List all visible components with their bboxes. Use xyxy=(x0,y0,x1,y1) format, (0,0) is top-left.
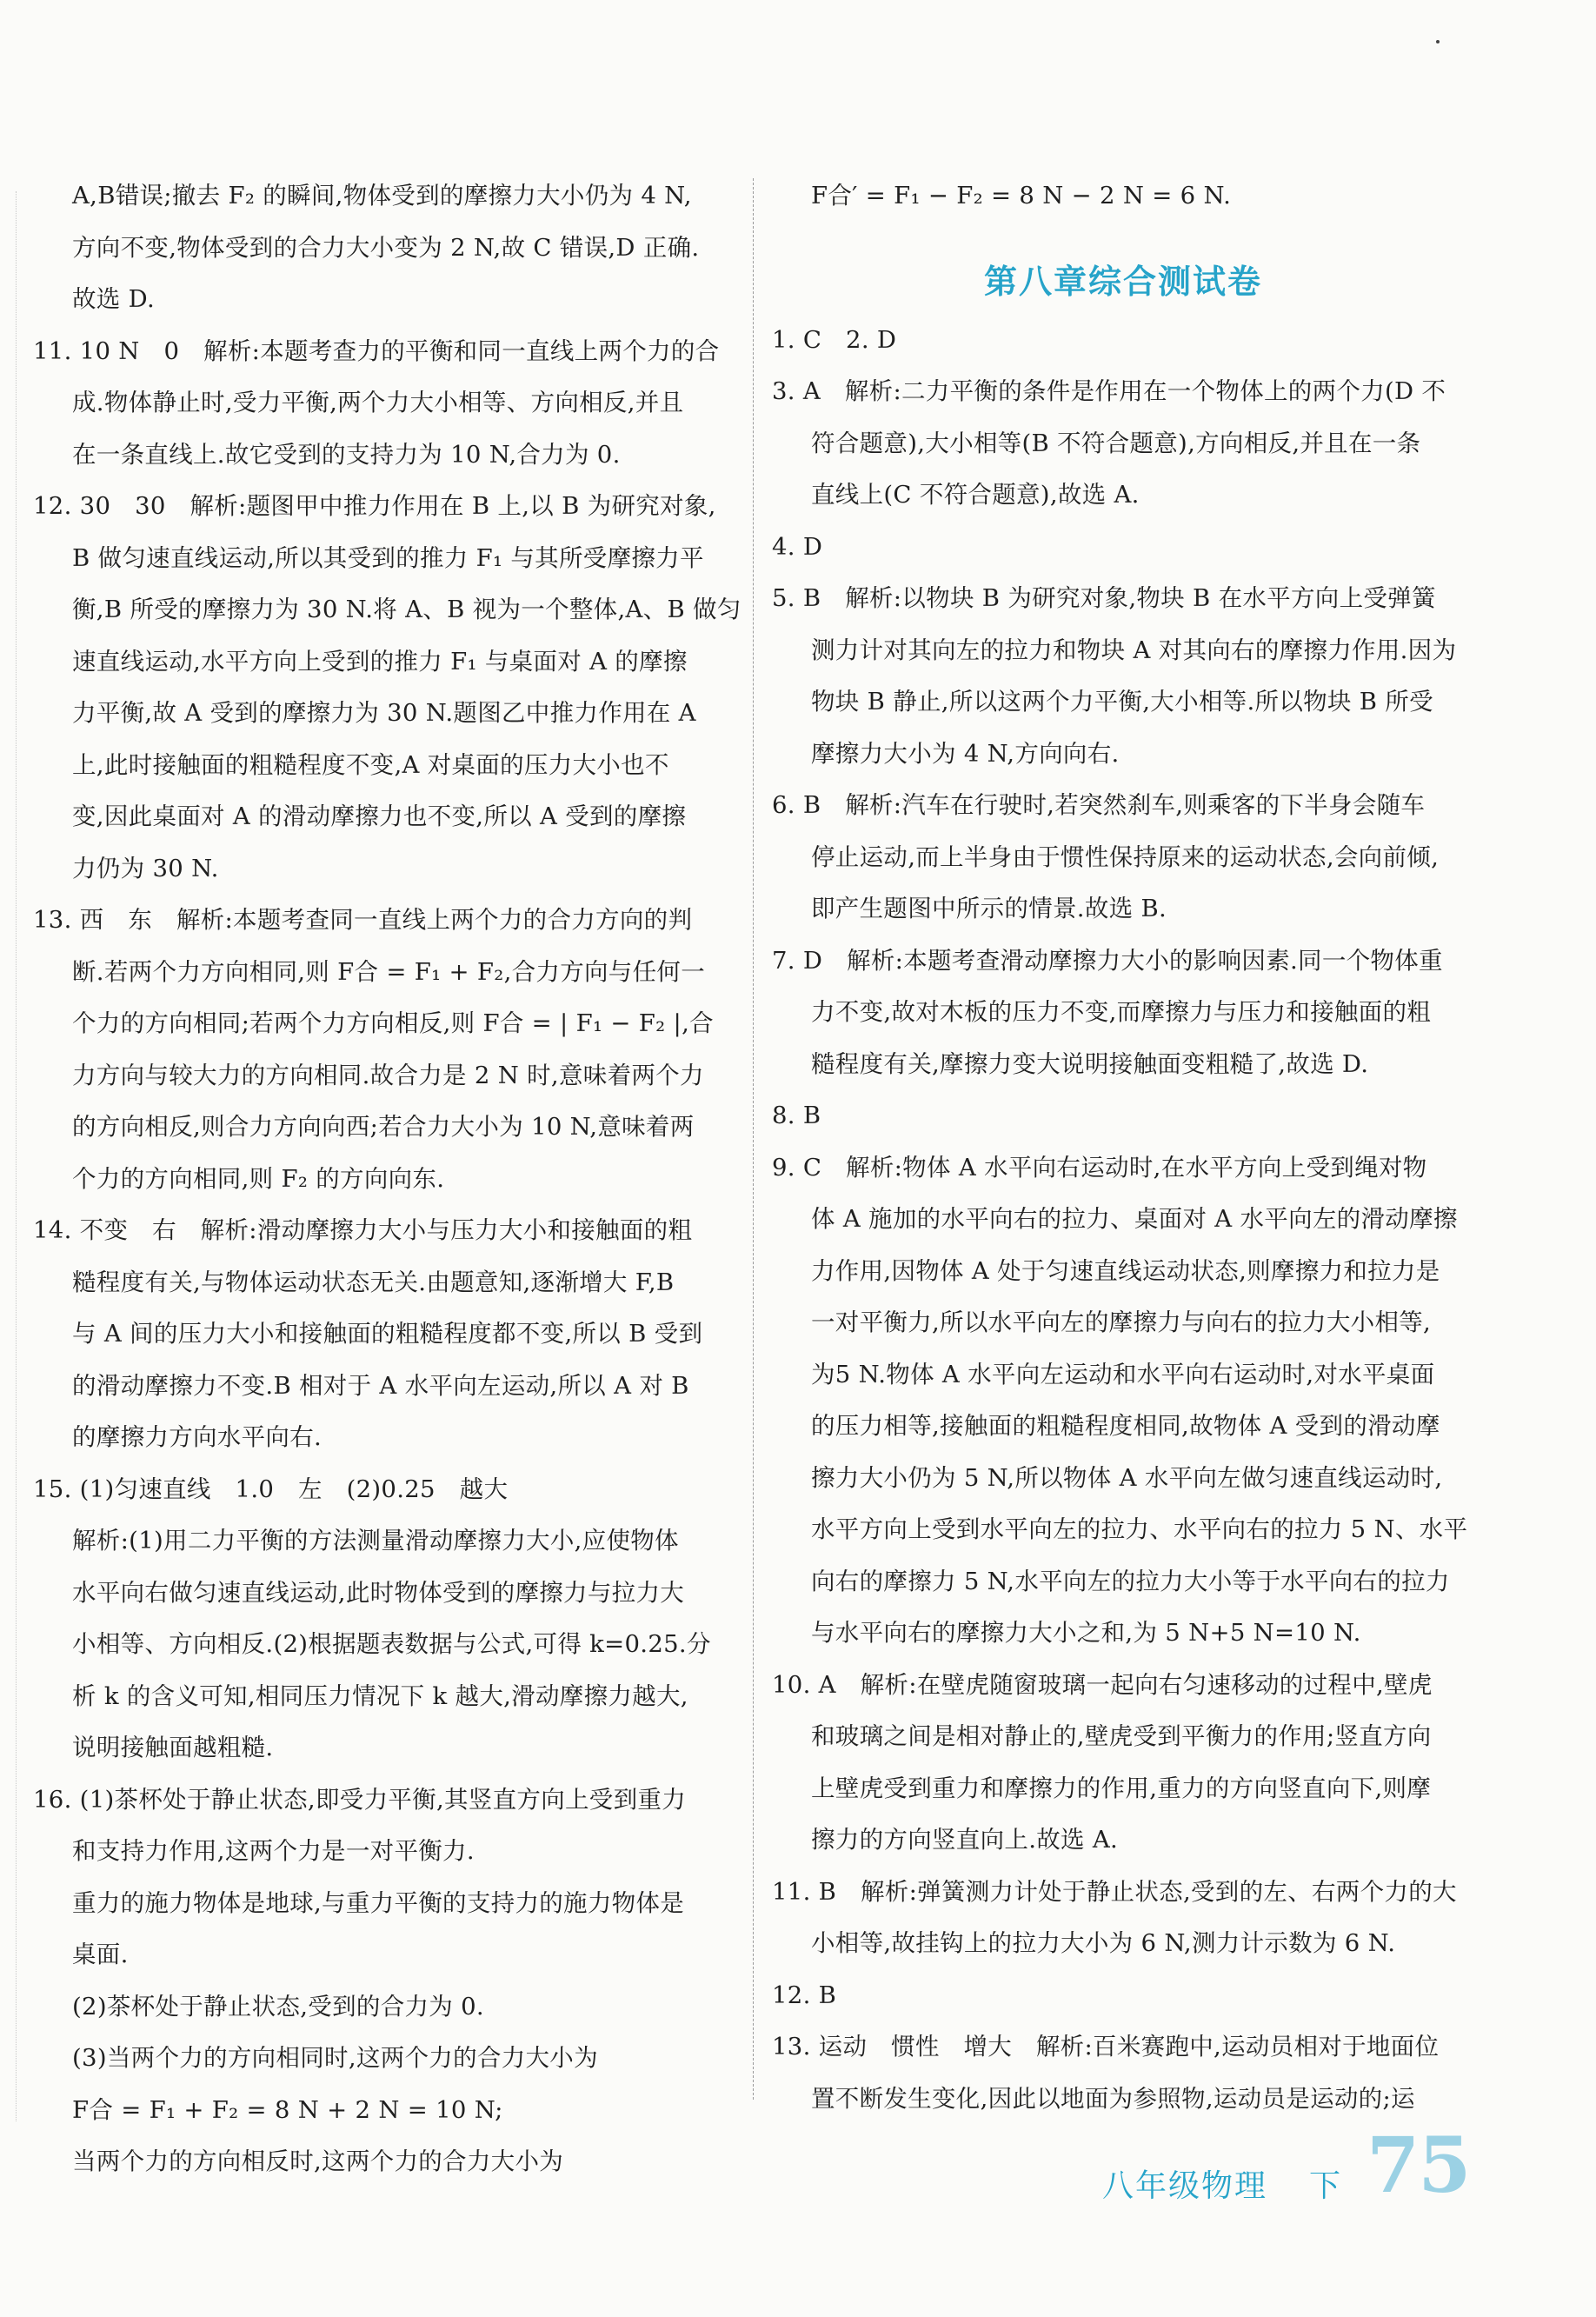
right-column xyxy=(772,170,1474,2125)
answer-line: (2)茶杯处于静止状态,受到的合力为 0. xyxy=(72,1992,484,2021)
answer-line: 方向不变,物体受到的合力大小变为 2 N,故 C 错误,D 正确. xyxy=(72,233,700,262)
answer-line: 1. C 2. D xyxy=(772,325,897,354)
answer-line: B 做匀速直线运动,所以其受到的推力 F₁ 与其所受摩擦力平 xyxy=(72,543,704,572)
answer-line: 力作用,因物体 A 处于匀速直线运动状态,则摩擦力和拉力是 xyxy=(811,1256,1440,1285)
answer-line: 12. 30 30 解析:题图甲中推力作用在 B 上,以 B 为研究对象, xyxy=(33,492,716,520)
answer-line: 糙程度有关,与物体运动状态无关.由题意知,逐渐增大 F,B xyxy=(72,1268,675,1296)
column-divider xyxy=(753,178,754,2100)
answer-line: 重力的施力物体是地球,与重力平衡的支持力的施力物体是 xyxy=(72,1888,685,1917)
chapter-title: 第八章综合测试卷 xyxy=(983,262,1262,301)
answer-line: 的方向相反,则合力方向向西;若合力大小为 10 N,意味着两 xyxy=(72,1113,695,1141)
answer-line: 力方向与较大力的方向相同.故合力是 2 N 时,意味着两个力 xyxy=(72,1061,704,1089)
answer-line: 桌面. xyxy=(72,1941,129,1968)
answer-line: 变,因此桌面对 A 的滑动摩擦力也不变,所以 A 受到的摩擦 xyxy=(72,802,687,830)
left-column xyxy=(33,170,741,2188)
answer-line: 力不变,故对木板的压力不变,而摩擦力与压力和接触面的粗 xyxy=(811,998,1432,1026)
answer-line: 说明接触面越粗糙. xyxy=(72,1734,274,1761)
answer-line: 8. B xyxy=(772,1102,821,1129)
answer-line: 力仍为 30 N. xyxy=(72,854,219,882)
answer-line: 停止运动,而上半身由于惯性保持原来的运动状态,会向前倾, xyxy=(811,842,1440,871)
answer-line: 析 k 的含义可知,相同压力情况下 k 越大,滑动摩擦力越大, xyxy=(72,1681,688,1710)
answer-line: 糙程度有关,摩擦力变大说明接触面变粗糙了,故选 D. xyxy=(811,1049,1369,1078)
answer-line: 11. 10 N 0 解析:本题考查力的平衡和同一直线上两个力的合 xyxy=(33,336,720,365)
answer-line: 小相等,故挂钩上的拉力大小为 6 N,测力计示数为 6 N. xyxy=(811,1929,1396,1957)
answer-line: 断.若两个力方向相同,则 F合 = F₁ + F₂,合力方向与任何一 xyxy=(72,957,706,986)
answer-line: 10. A 解析:在壁虎随窗玻璃一起向右匀速移动的过程中,壁虎 xyxy=(772,1670,1433,1699)
answer-line: 个力的方向相同,则 F₂ 的方向向东. xyxy=(72,1164,445,1193)
answer-line: 在一条直线上.故它受到的支持力为 10 N,合力为 0. xyxy=(72,440,621,469)
answer-line: 向右的摩擦力 5 N,水平向左的拉力大小等于水平向右的拉力 xyxy=(811,1567,1450,1595)
answer-line: 为5 N.物体 A 水平向左运动和水平向右运动时,对水平桌面 xyxy=(811,1360,1435,1388)
answer-line: 14. 不变 右 解析:滑动摩擦力大小与压力大小和接触面的粗 xyxy=(33,1216,693,1244)
scan-dot xyxy=(1436,40,1440,43)
answer-line: 个力的方向相同;若两个力方向相反,则 F合 = | F₁ − F₂ |,合 xyxy=(72,1009,714,1037)
margin-rule xyxy=(16,191,17,2121)
answer-line: 13. 运动 惯性 增大 解析:百米赛跑中,运动员相对于地面位 xyxy=(772,2033,1440,2061)
answer-line: 解析:(1)用二力平衡的方法测量滑动摩擦力大小,应使物体 xyxy=(72,1527,679,1555)
answer-line: 15. (1)匀速直线 1.0 左 (2)0.25 越大 xyxy=(33,1475,509,1503)
answer-line: 11. B 解析:弹簧测力计处于静止状态,受到的左、右两个力的大 xyxy=(772,1877,1457,1906)
answer-line: 直线上(C 不符合题意),故选 A. xyxy=(811,481,1140,509)
answer-line: 擦力的方向竖直向上.故选 A. xyxy=(811,1826,1119,1854)
answer-line: 与 A 间的压力大小和接触面的粗糙程度都不变,所以 B 受到 xyxy=(72,1320,703,1348)
answer-line: 的摩擦力方向水平向右. xyxy=(72,1423,323,1451)
answer-line: 的压力相等,接触面的粗糙程度相同,故物体 A 受到的滑动摩 xyxy=(811,1412,1440,1440)
answer-line: 9. C 解析:物体 A 水平向右运动时,在水平方向上受到绳对物 xyxy=(772,1153,1427,1182)
page-number: 75 xyxy=(1367,2120,1470,2210)
answer-line: 3. A 解析:二力平衡的条件是作用在一个物体上的两个力(D 不 xyxy=(772,377,1446,405)
answer-line: 当两个力的方向相反时,这两个力的合力大小为 xyxy=(72,2147,564,2175)
answer-line: 5. B 解析:以物块 B 为研究对象,物块 B 在水平方向上受弹簧 xyxy=(772,584,1436,612)
answer-line: 力平衡,故 A 受到的摩擦力为 30 N.题图乙中推力作用在 A xyxy=(72,699,696,727)
answer-line: 物块 B 静止,所以这两个力平衡,大小相等.所以物块 B 所受 xyxy=(811,688,1433,716)
answer-line: 和玻璃之间是相对静止的,壁虎受到平衡力的作用;竖直方向 xyxy=(811,1722,1432,1750)
answer-line: F合′ = F₁ − F₂ = 8 N − 2 N = 6 N. xyxy=(811,182,1232,210)
answer-line: 与水平向右的摩擦力大小之和,为 5 N+5 N=10 N. xyxy=(811,1619,1361,1647)
answer-line: 13. 西 东 解析:本题考查同一直线上两个力的合力方向的判 xyxy=(33,906,693,934)
answer-line: 7. D 解析:本题考查滑动摩擦力大小的影响因素.同一个物体重 xyxy=(772,946,1443,975)
answer-line: 16. (1)茶杯处于静止状态,即受力平衡,其竖直方向上受到重力 xyxy=(33,1785,687,1814)
answer-line: 衡,B 所受的摩擦力为 30 N.将 A、B 视为一个整体,A、B 做匀 xyxy=(72,596,741,623)
answer-line: 擦力大小仍为 5 N,所以物体 A 水平向左做匀速直线运动时, xyxy=(811,1463,1443,1492)
answer-line: 成.物体静止时,受力平衡,两个力大小相等、方向相反,并且 xyxy=(72,389,684,416)
answer-line: A,B错误;撤去 F₂ 的瞬间,物体受到的摩擦力大小仍为 4 N, xyxy=(72,182,692,210)
answer-line: 故选 D. xyxy=(72,285,156,313)
answer-line: 水平向右做匀速直线运动,此时物体受到的摩擦力与拉力大 xyxy=(72,1578,685,1607)
answer-line: 和支持力作用,这两个力是一对平衡力. xyxy=(72,1837,475,1865)
answer-line: 的滑动摩擦力不变.B 相对于 A 水平向左运动,所以 A 对 B xyxy=(72,1371,689,1400)
answer-line: 一对平衡力,所以水平向左的摩擦力与向右的拉力大小相等, xyxy=(811,1308,1432,1336)
answer-line: F合 = F₁ + F₂ = 8 N + 2 N = 10 N; xyxy=(72,2095,503,2124)
answer-line: 测力计对其向左的拉力和物块 A 对其向右的摩擦力作用.因为 xyxy=(811,636,1457,664)
answer-line: 置不断发生变化,因此以地面为参照物,运动员是运动的;运 xyxy=(811,2084,1415,2113)
answer-line: 小相等、方向相反.(2)根据题表数据与公式,可得 k=0.25.分 xyxy=(72,1630,711,1658)
answer-line: 水平方向上受到水平向左的拉力、水平向右的拉力 5 N、水平 xyxy=(811,1515,1468,1543)
answer-line: 上,此时接触面的粗糙程度不变,A 对桌面的压力大小也不 xyxy=(72,750,669,779)
answer-line: 6. B 解析:汽车在行驶时,若突然刹车,则乘客的下半身会随车 xyxy=(772,791,1426,819)
answer-line: 体 A 施加的水平向右的拉力、桌面对 A 水平向左的滑动摩擦 xyxy=(811,1205,1458,1233)
answer-line: 4. D xyxy=(772,532,823,561)
answer-line: 12. B xyxy=(772,1981,837,2009)
answer-line: 即产生题图中所示的情景.故选 B. xyxy=(811,895,1167,922)
footer-book-label: 八年级物理 xyxy=(1102,2168,1268,2204)
answer-line: (3)当两个力的方向相同时,这两个力的合力大小为 xyxy=(72,2044,598,2072)
answer-line: 摩擦力大小为 4 N,方向向右. xyxy=(811,739,1120,768)
answer-line: 上壁虎受到重力和摩擦力的作用,重力的方向竖直向下,则摩 xyxy=(811,1774,1432,1802)
answer-line: 符合题意),大小相等(B 不符合题意),方向相反,并且在一条 xyxy=(811,429,1421,457)
footer-volume: 下 xyxy=(1309,2168,1341,2204)
answer-line: 速直线运动,水平方向上受到的推力 F₁ 与桌面对 A 的摩擦 xyxy=(72,647,688,676)
